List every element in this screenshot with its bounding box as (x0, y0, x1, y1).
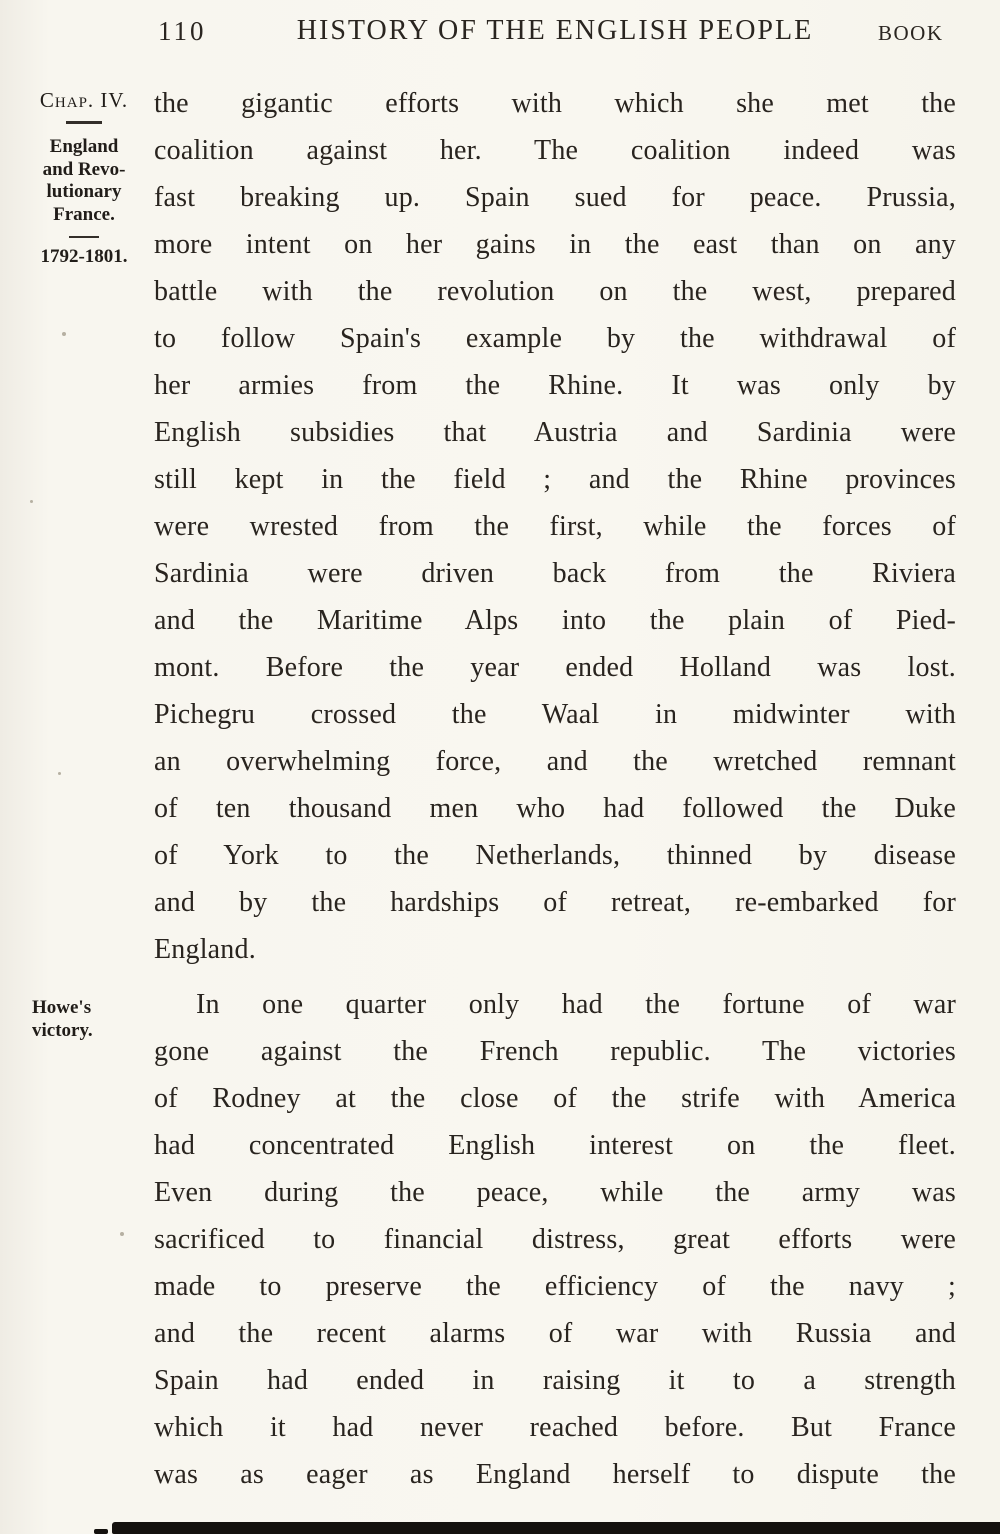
text-line: English subsidies that Austria and Sardinia were (154, 417, 956, 448)
text-line: Even during the peace, while the army was (154, 1177, 956, 1208)
scan-speck (58, 772, 61, 775)
book-section-label: BOOK (878, 21, 944, 45)
text-line: still kept in the field ; and the Rhine provinces (154, 464, 956, 495)
text-line: victory. (32, 1019, 93, 1041)
text-line: which it had never reached before. But France (154, 1412, 956, 1443)
scan-speck (30, 500, 33, 503)
text-line: and the recent alarms of war with Russia and (154, 1318, 956, 1349)
paragraph-howes-victory (154, 981, 956, 1498)
text-line: of York to the Netherlands, thinned by disease (154, 840, 956, 871)
page-number: 110 (158, 16, 207, 46)
text-line: had concentrated English interest on the fleet. (154, 1130, 956, 1161)
page-header (0, 0, 1000, 60)
text-line: Sardinia were driven back from the Riviera (154, 558, 956, 589)
text-line: her armies from the Rhine. It was only by (154, 370, 956, 401)
text-line: In one quarter only had the fortune of war (196, 989, 956, 1020)
text-line: Pichegru crossed the Waal in midwinter with (154, 699, 956, 730)
text-line: Spain had ended in raising it to a strength (154, 1365, 956, 1396)
text-line: France. (53, 203, 115, 225)
date-range-note: 1792-1801. (40, 246, 128, 267)
text-line: battle with the revolution on the west, prepared (154, 276, 956, 307)
text-line: and Revo- (42, 158, 126, 180)
text-line: made to preserve the efficiency of the navy ; (154, 1271, 956, 1302)
text-line: England. (154, 934, 256, 965)
text-line: and by the hardships of retreat, re-embarked for (154, 887, 956, 918)
scan-speck (120, 1232, 124, 1236)
running-title: HISTORY OF THE ENGLISH PEOPLE (296, 15, 814, 46)
text-line: gone against the French republic. The victories (154, 1036, 956, 1067)
text-line: more intent on her gains in the east than on any (154, 229, 956, 260)
scan-speck (62, 332, 66, 336)
divider-rule (69, 236, 99, 238)
text-line: coalition against her. The coalition indeed was (154, 135, 956, 166)
body-text (154, 80, 956, 1498)
text-line: sacrificed to financial distress, great efforts were (154, 1224, 956, 1255)
chapter-label: Chap. IV. (39, 88, 129, 112)
divider-rule (66, 121, 102, 124)
text-line: of ten thousand men who had followed the Duke (154, 793, 956, 824)
chapter-topic-note (16, 136, 152, 226)
text-line: to follow Spain's example by the withdrawal of (154, 323, 956, 354)
text-line: the gigantic efforts with which she met the (154, 88, 956, 119)
text-line: of Rodney at the close of the strife with America (154, 1083, 956, 1114)
text-line: and the Maritime Alps into the plain of Pied- (154, 605, 956, 636)
scan-edge-artifact (112, 1522, 1000, 1534)
margin-notes (16, 88, 152, 268)
text-line: England (49, 136, 119, 157)
text-line: mont. Before the year ended Holland was lost. (154, 652, 956, 683)
text-line: were wrested from the first, while the forces of (154, 511, 956, 542)
text-line: Howe's (32, 997, 92, 1018)
text-line: fast breaking up. Spain sued for peace. Prussia, (154, 182, 956, 213)
paragraph-continuation (154, 80, 956, 973)
text-line: lutionary (46, 181, 122, 202)
side-note-howes-victory (16, 997, 152, 1042)
text-line: an overwhelming force, and the wretched remnant (154, 746, 956, 777)
text-line: was as eager as England herself to dispute the (154, 1459, 956, 1490)
